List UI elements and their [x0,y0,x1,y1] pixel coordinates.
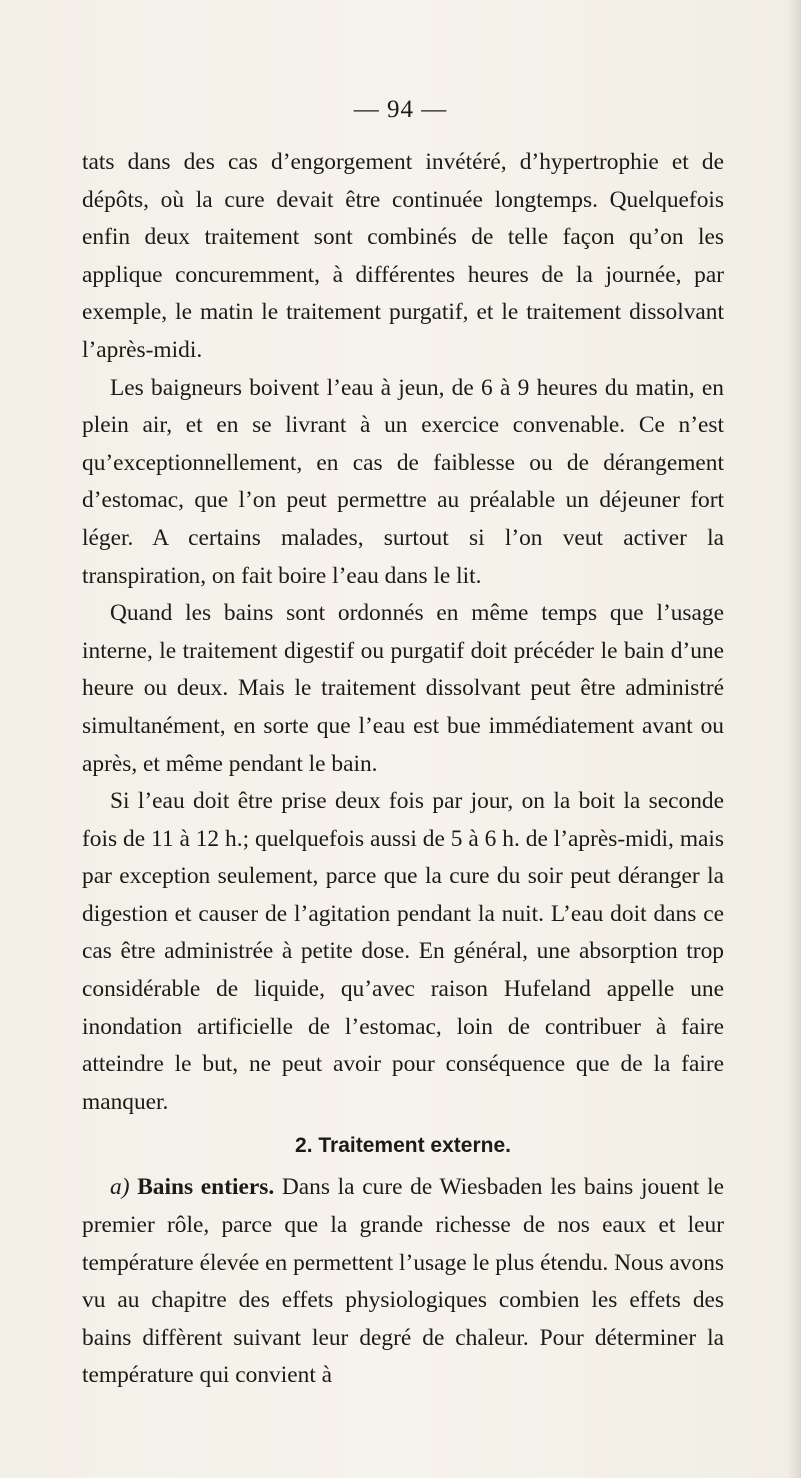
subsection-title: Bains entiers. [137,1174,275,1201]
subsection-marker: a) [110,1174,130,1201]
paragraph-full-baths [82,1169,724,1395]
paragraph-baths-and-internal-use: Quand les bains sont ordonnés en même temps que l’usage interne, le traitement digestif ou purgatif doit précéder le bain d’une heure ou deux. Mais le traitement dissolvant peut être administré simultanément, en sorte que l’eau est bue immédiatement avant ou après, et même pendant le bain. [82,600,724,777]
page-edge-shadow [787,0,801,1478]
body-text [82,144,724,1395]
paragraph-continuation: tats dans des cas d’engorgement invétéré, d’hypertrophie et de dépôts, où la cure devait être continuée longtemps. Quelquefois enfin deux traitement sont combinés de telle façon qu’on les applique concuremment, à différentes heures de la journée, par exemple, le matin le traitement purgatif, et le traitement dissolvant l’après-midi. [82,149,724,363]
paragraph-twice-daily: Si l’eau doit être prise deux fois par jour, on la boit la seconde fois de 11 à 12 h.; quelquefois aussi de 5 à 6 h. de l’après-midi, mais par exception seulement, parce que la cure du soir peut déranger la digestion et causer de l’agitation pendant la nuit. L’eau doit dans ce cas être administrée à petite dose. En général, une absorption trop considérable de liquide, qu’avec raison Hufeland appelle une inondation artificielle de l’estomac, loin de contribuer à faire atteindre le but, ne peut avoir pour conséquence que de la faire manquer. [82,788,724,1115]
paragraph-drinking-times: Les baigneurs boivent l’eau à jeun, de 6 à 9 heures du matin, en plein air, et en se livrant à un exercice convenable. Ce n’est qu’exceptionnellement, en cas de faiblesse ou de dérangement d’estomac, que l’on peut permettre au préalable un déjeuner fort léger. A certains malades, surtout si l’on veut activer la transpiration, on fait boire l’eau dans le lit. [82,374,724,589]
subsection-text: Dans la cure de Wiesbaden les bains jouent le premier rôle, parce que la grande richesse de nos eaux et leur température élevée en permettent l’usage le plus étendu. Nous avons vu au chapitre des effets physiologiques combien les effets des bains diffèrent suivant leur degré de chaleur. Pour déterminer la température qui convient à [82,1174,724,1389]
section-heading: 2. Traitement externe. [295,1134,511,1158]
page-number: — 94 — [353,96,448,123]
